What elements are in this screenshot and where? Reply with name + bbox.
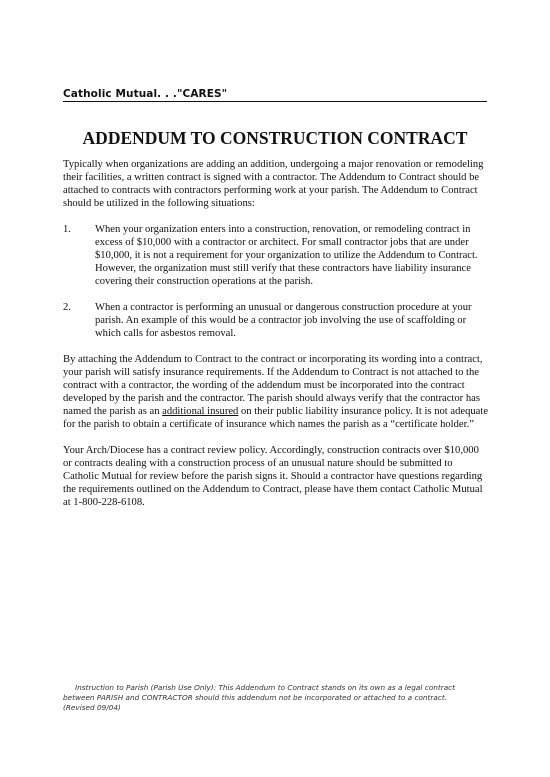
insurance-paragraph [63,353,489,431]
footer-revision: (Revised 09/04) [63,703,121,712]
document-body [63,158,489,522]
list-item-number: 2. [63,302,71,313]
list-item [63,301,489,340]
header-rule [63,101,487,102]
additional-insured-term: additional insured [162,406,239,417]
insurance-paragraph-start: By attaching the Addendum to Contract to the contract or incorporating its wording into a contract, your parish will satisfy insurance requirements. If the Addendum to Contract is not attached to the contract with a contractor, the wording of the addendum must be incorporated into the contract developed by the parish and the contractor. The parish should always verify that the contractor has named the parish as an [63,354,483,417]
footer-line-2: between PARISH and CONTRACTOR should this addendum not be incorporated or attached to a contract. [63,693,448,702]
review-policy-paragraph: Your Arch/Diocese has a contract review policy. Accordingly, construction contracts over $10,000 or contracts dealing with a construction process of an unusual nature should be submitted to Catholic Mutual for review before the parish signs it. Should a contractor have questions regarding the requirements outlined on the Addendum to Contract, please have them contact Catholic Mutual at 1-800-228-6108. [63,445,483,508]
insurance-paragraph-end: on their public liability insurance policy. It is not adequate for the parish to obtain a certificate of insurance which names the parish as a “certificate holder.” [63,406,489,430]
footer-note [63,683,487,713]
list-item-number: 1. [63,224,71,235]
list-item-text: When your organization enters into a construction, renovation, or remodeling contract in excess of $10,000 with a contractor or architect. For small contractor jobs that are under $10,000, it is not a requirement for your organization to utilize the Addendum to Contract. However, the organization must still verify that these contractors have liability insurance covering their construction operations at the parish. [95,224,478,287]
document-header: Catholic Mutual. . ."CARES" [63,88,228,100]
document-title: ADDENDUM TO CONSTRUCTION CONTRACT [82,128,468,148]
footer-line-1: Instruction to Parish (Parish Use Only): This Addendum to Contract stands on its own as a legal contract [75,683,456,692]
list-item-text: When a contractor is performing an unusual or dangerous construction procedure at your parish. An example of this would be a contractor job involving the use of scaffolding or which calls for asbestos removal. [95,302,472,339]
list-item [63,223,489,288]
intro-paragraph: Typically when organizations are adding an addition, undergoing a major renovation or remodeling their facilities, a written contract is signed with a contractor. The Addendum to Contract should be attached to contracts with contractors performing work at your parish. The Addendum to Contract should be utilized in the following situations: [63,159,484,209]
